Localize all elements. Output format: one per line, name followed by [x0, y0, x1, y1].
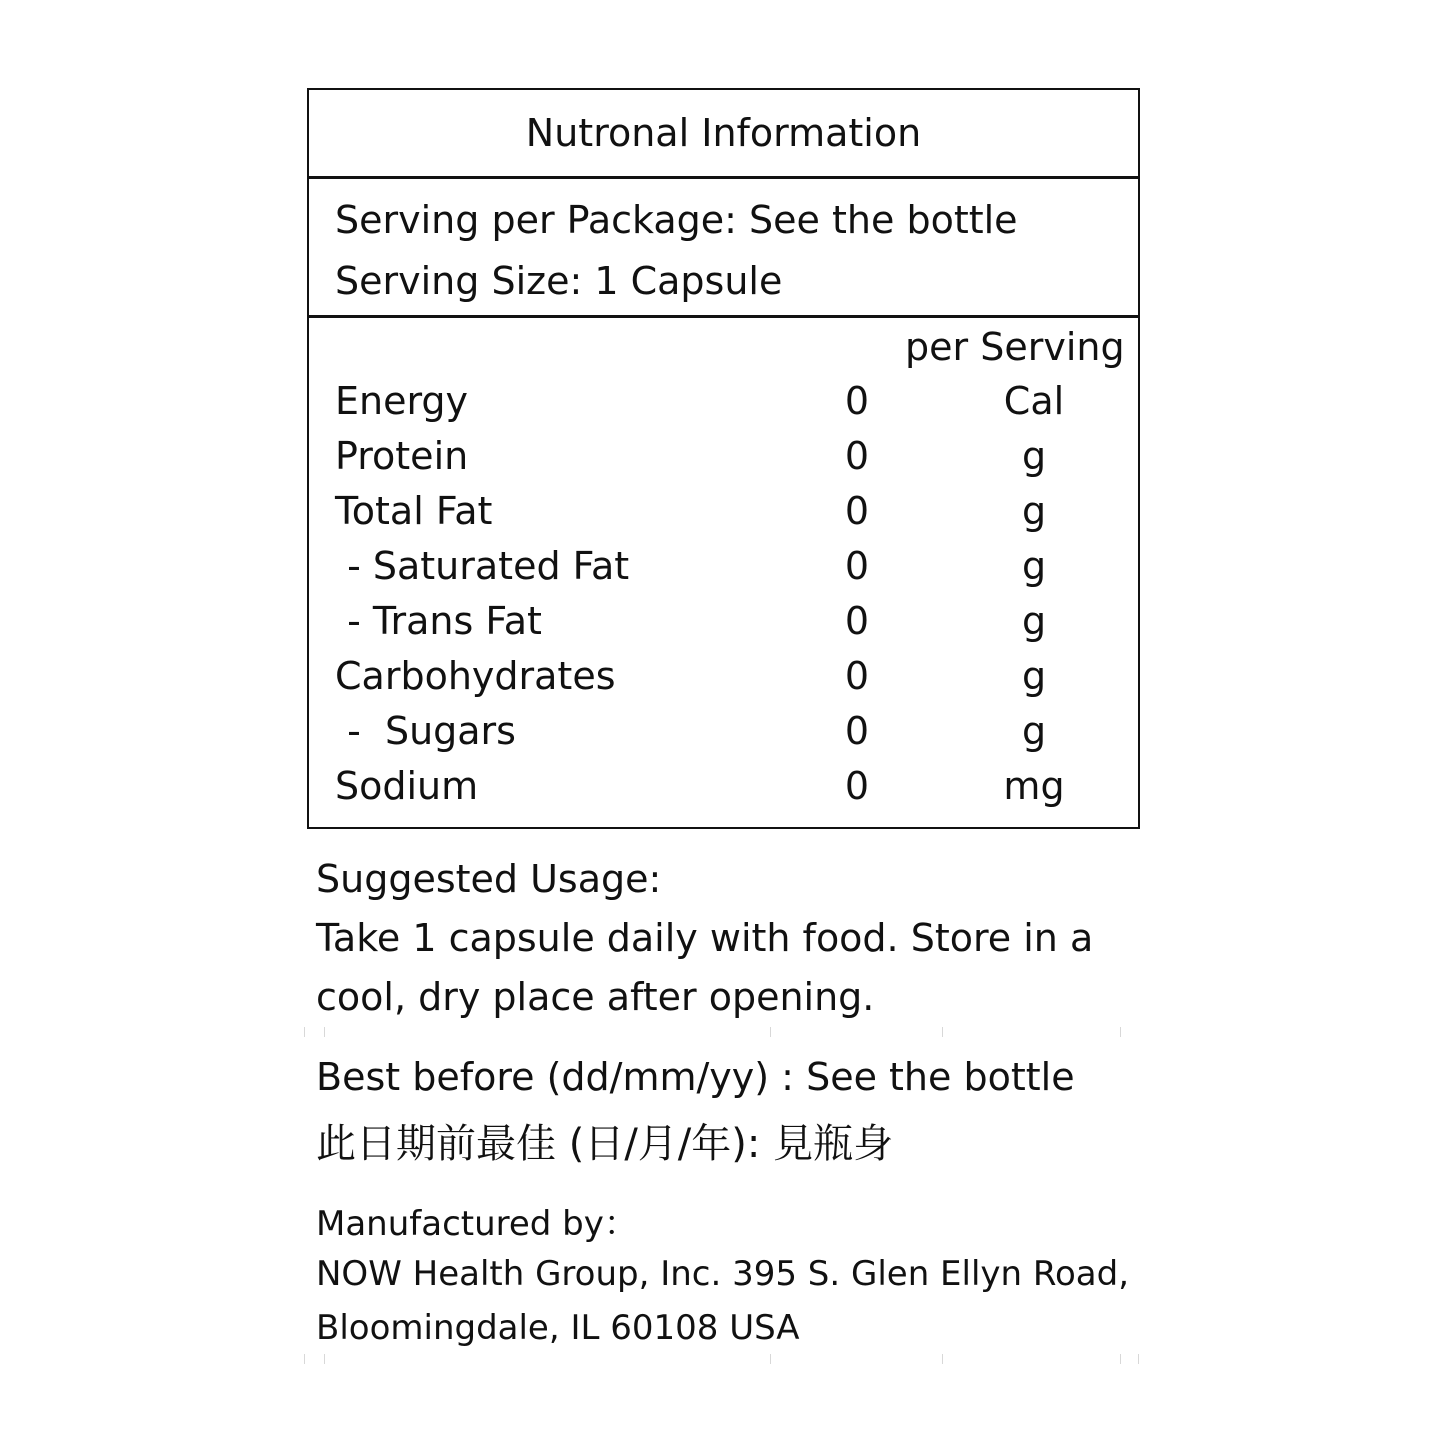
nutrient-name: - Sugars [335, 709, 516, 753]
per-serving-header: per Serving [905, 325, 1125, 369]
nutrient-row-protein [309, 434, 1138, 491]
nutrient-amount: 0 [844, 434, 870, 478]
nutrient-amount: 0 [844, 764, 870, 808]
nutrient-name: Protein [335, 434, 469, 478]
nutrition-title-cell [309, 90, 1138, 179]
nutrient-row-total-fat [309, 489, 1138, 546]
nutrient-row-energy [309, 379, 1138, 436]
serving-per-package: Serving per Package: See the bottle [335, 198, 1018, 242]
nutrient-row-carbohydrates [309, 654, 1138, 711]
nutrition-label-table [307, 88, 1140, 829]
nutrient-amount: 0 [844, 709, 870, 753]
manufacturer-address-line2: Bloomingdale, IL 60108 USA [316, 1308, 800, 1348]
nutrient-amount: 0 [844, 544, 870, 588]
suggested-usage-text-line1: Take 1 capsule daily with food. Store in a [316, 916, 1094, 960]
nutrient-name: Sodium [335, 764, 479, 808]
nutrient-unit: mg [1003, 764, 1065, 808]
nutrient-unit: g [1021, 654, 1047, 698]
nutrient-unit: g [1021, 599, 1047, 643]
serving-size: Serving Size: 1 Capsule [335, 259, 783, 303]
nutrient-unit: g [1021, 434, 1047, 478]
divider [304, 1354, 1140, 1364]
manufacturer-address-line1: NOW Health Group, Inc. 395 S. Glen Ellyn Road, [316, 1254, 1130, 1294]
nutrient-unit: Cal [1003, 379, 1065, 423]
divider [304, 1027, 1140, 1037]
nutrient-amount: 0 [844, 654, 870, 698]
suggested-usage-heading: Suggested Usage: [316, 857, 662, 901]
suggested-usage-text-line2: cool, dry place after opening. [316, 975, 875, 1019]
nutrient-amount: 0 [844, 379, 870, 423]
nutrient-row-sodium [309, 764, 1138, 821]
manufactured-by-heading: Manufactured by： [316, 1204, 638, 1244]
nutrient-name: Total Fat [335, 489, 493, 533]
nutrient-unit: g [1021, 489, 1047, 533]
best-before-chinese: 此日期前最佳 (日/月/年): 見瓶身 [316, 1121, 894, 1167]
nutrient-unit: g [1021, 709, 1047, 753]
nutrient-amount: 0 [844, 489, 870, 533]
nutrient-table [309, 318, 1138, 827]
nutrient-unit: g [1021, 544, 1047, 588]
nutrient-name: - Saturated Fat [335, 544, 630, 588]
nutrient-name: Energy [335, 379, 469, 423]
nutrient-row-sugars [309, 709, 1138, 766]
nutrient-amount: 0 [844, 599, 870, 643]
best-before-english: Best before (dd/mm/yy) : See the bottle [316, 1055, 1075, 1099]
nutrient-row-trans-fat [309, 599, 1138, 656]
nutrient-name: Carbohydrates [335, 654, 616, 698]
nutrition-title: Nutronal Information [525, 111, 922, 155]
nutrient-row-saturated-fat [309, 544, 1138, 601]
serving-info-cell [309, 179, 1138, 318]
nutrient-name: - Trans Fat [335, 599, 542, 643]
